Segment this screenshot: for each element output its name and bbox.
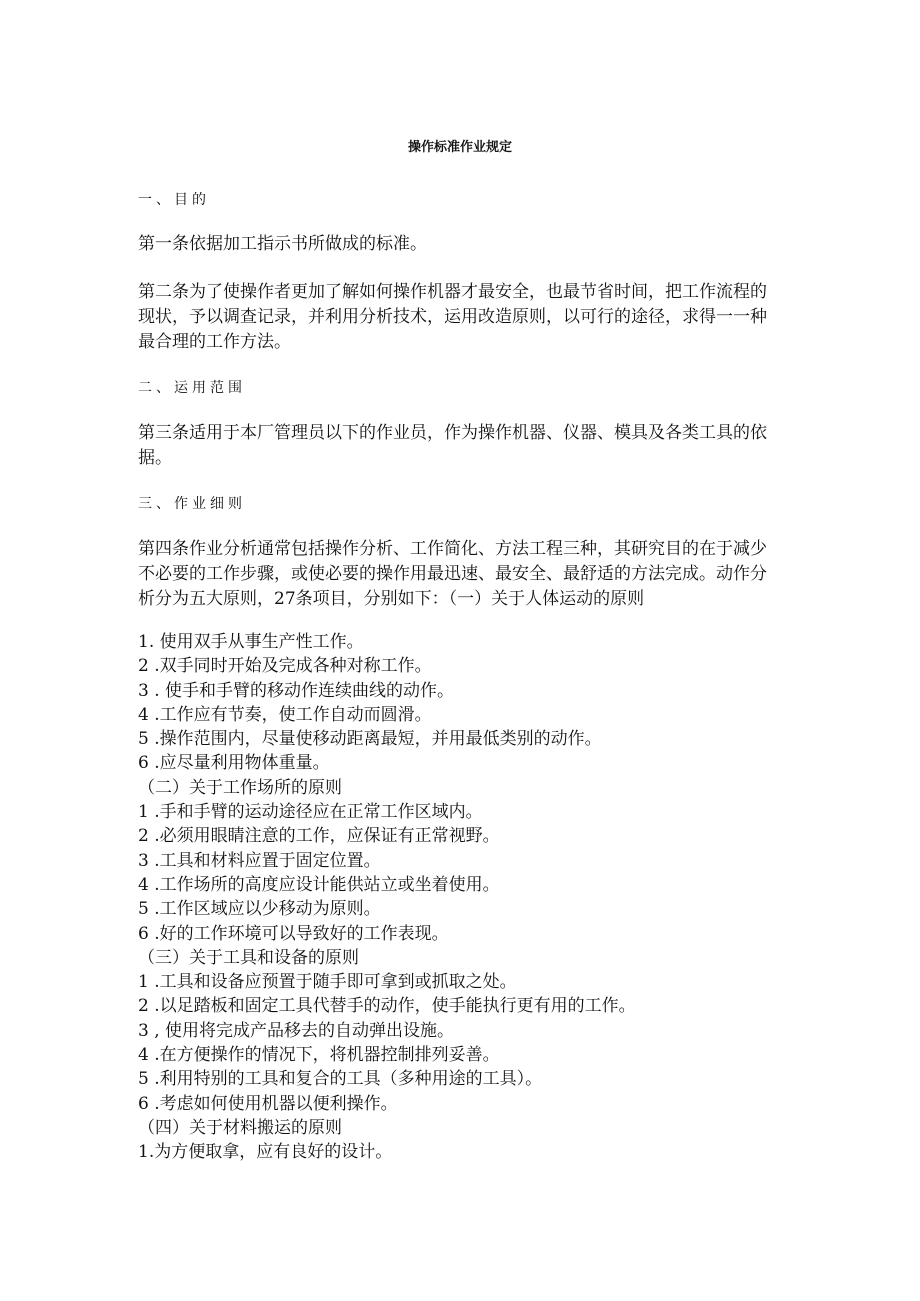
section-heading-details: 三、作业细则 — [138, 496, 246, 512]
list-item: 5 .工作区域应以少移动为原则。 — [138, 899, 381, 920]
section-heading-purpose: 一、目的 — [138, 192, 210, 208]
list-item: 1 .手和手臂的运动途径应在正常工作区域内。 — [138, 802, 483, 823]
paragraph-article-4: 第四条作业分析通常包括操作分析、工作简化、方法工程三种，其研究目的在于减少不必要的工作步骤，或使必要的操作用最迅速、最安全、最舒适的方法完成。动作分析分为五大原则，27条项目，分别如下：（一）关于人体运动的原则 — [138, 539, 767, 609]
list-item: 6 .考虑如何使用机器以便利操作。 — [138, 1093, 398, 1114]
document-title: 操作标准作业规定 — [407, 140, 512, 155]
subsection-heading: （三）关于工具和设备的原则 — [138, 947, 359, 968]
principles-list — [138, 630, 778, 1165]
section-heading-scope: 二、运用范围 — [138, 380, 246, 396]
subsection-heading: （二）关于工作场所的原则 — [138, 777, 342, 798]
list-item: 1 .工具和设备应预置于随手即可拿到或抓取之处。 — [138, 972, 517, 993]
list-item: 5 .利用特别的工具和复合的工具（多种用途的工具）。 — [138, 1069, 543, 1090]
paragraph-article-3: 第三条适用于本厂管理员以下的作业员，作为操作机器、仪器、模具及各类工具的依据。 — [138, 423, 767, 468]
list-item: 4 .在方便操作的情况下，将机器控制排列妥善。 — [138, 1045, 500, 1066]
list-item: 3 .工具和材料应置于固定位置。 — [138, 850, 381, 871]
list-item: 2 .以足踏板和固定工具代替手的动作，使手能执行更有用的工作。 — [138, 996, 636, 1017]
list-item: 4 .工作场所的高度应设计能供站立或坐着使用。 — [138, 874, 500, 895]
list-item: 6 .好的工作环境可以导致好的工作表现。 — [138, 923, 449, 944]
list-item: 3 , 使用将完成产品移去的自动弹出设施。 — [138, 1020, 455, 1041]
list-item: 1.为方便取拿，应有良好的设计。 — [138, 1142, 393, 1163]
paragraph-article-1: 第一条依据加工指示书所做成的标准。 — [138, 234, 427, 254]
paragraph-article-2: 第二条为了使操作者更加了解如何操作机器才最安全，也最节省时间，把工作流程的现状，予以调查记录，并利用分析技术，运用改造原则，以可行的途径，求得一一种最合理的工作方法。 — [138, 282, 767, 352]
list-item: 4 .工作应有节奏，使工作自动而圆滑。 — [138, 704, 432, 725]
list-item: 2 .双手同时开始及完成各种对称工作。 — [138, 656, 432, 677]
list-item: 2 .必须用眼睛注意的工作，应保证有正常视野。 — [138, 826, 500, 847]
list-item: 5 .操作范围内，尽量使移动距离最短，并用最低类别的动作。 — [138, 729, 602, 750]
list-item: 6 .应尽量利用物体重量。 — [138, 753, 330, 774]
list-item: 3 . 使手和手臂的移动作连续曲线的动作。 — [138, 680, 455, 701]
list-item: 1. 使用双手从事生产性工作。 — [138, 632, 364, 652]
subsection-heading: （四）关于材料搬运的原则 — [138, 1117, 342, 1138]
